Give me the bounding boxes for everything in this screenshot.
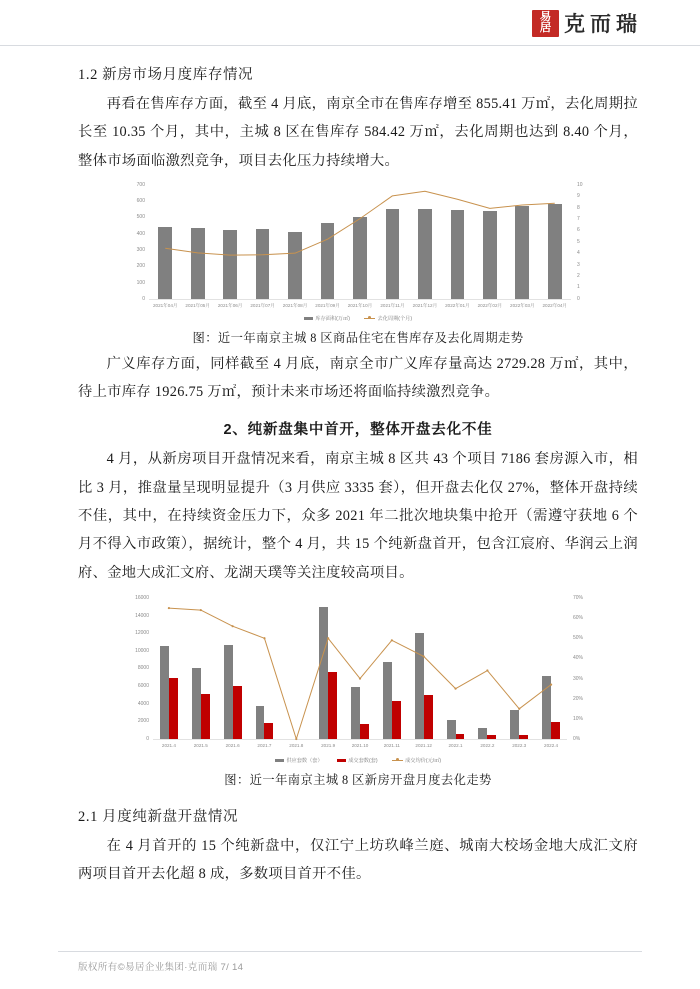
chart-legend xyxy=(119,315,597,322)
y-axis-tick-right: 7 xyxy=(577,216,580,223)
chart-line-marker xyxy=(359,677,361,679)
chart-legend xyxy=(119,757,597,764)
y-axis-tick-left: 6000 xyxy=(137,683,149,690)
chart-line-marker xyxy=(168,607,170,609)
x-axis-tick: 2021.5 xyxy=(193,742,208,748)
y-axis-tick-left: 400 xyxy=(136,230,145,237)
yiju-seal-icon xyxy=(532,10,559,37)
x-axis-tick: 2021年10月 xyxy=(347,302,373,308)
chart-plot-area xyxy=(119,593,597,755)
legend-item xyxy=(392,757,442,764)
footer-divider xyxy=(58,951,642,952)
paragraph-new-openings: 4 月，从新房项目开盘情况来看，南京主城 8 区共 43 个项目 7186 套房源入市，相比 3 月，推盘量呈现明显提升（3 月供应 3335 套），但开盘去化仅 27%，整体开盘持续不佳，其中，在持续资金压力下，众多 2021 年二批次地块集中抢开（需遵守获地 6 个月不得入市政策），据统计，整个 4 月，共 15 个纯新盘首开，包含江宸府、华润云上润府、金地大成汇文府、龙湖天璞等关注度较高项目。 xyxy=(78,451,638,581)
seal-char-2: 居 xyxy=(539,22,552,34)
y-axis-tick-left: 10000 xyxy=(135,647,149,654)
paragraph-inventory: 再看在售库存方面，截至 4 月底，南京全市在售库存增至 855.41 万㎡，去化周期拉长至 10.35 个月，其中，主城 8 区在售库存 584.42 万㎡，去化周期也达到 8.40 个月，整体市场面临激烈竞争，项目去化压力持续增大。 xyxy=(78,96,638,169)
x-axis-tick: 2021年09月 xyxy=(315,302,340,308)
x-axis-tick: 2022年01月 xyxy=(445,302,470,308)
section-title-2-1: 2.1 月度纯新盘开盘情况 xyxy=(78,808,239,825)
legend-swatch-icon xyxy=(275,759,284,762)
y-axis-tick-left: 600 xyxy=(136,198,145,205)
chart-line-layer xyxy=(119,181,597,313)
page-header xyxy=(0,0,700,46)
chart-line-marker xyxy=(232,625,234,627)
x-axis-tick: 2021.10 xyxy=(351,742,369,748)
y-axis-tick-left: 4000 xyxy=(137,700,149,707)
y-axis-tick-right: 2 xyxy=(577,273,580,280)
x-axis-tick: 2021年05月 xyxy=(185,302,210,308)
inventory-chart xyxy=(119,181,597,322)
chart-line xyxy=(165,191,555,255)
y-axis-tick-right: 4 xyxy=(577,250,580,257)
y-axis-tick-left: 0 xyxy=(142,295,145,302)
y-axis-tick-right: 1 xyxy=(577,284,580,291)
y-axis-tick-right: 0 xyxy=(577,295,580,302)
chart-plot-area xyxy=(119,181,597,313)
y-axis-tick-right: 5 xyxy=(577,238,580,245)
x-axis-tick: 2021.9 xyxy=(321,742,336,748)
x-axis-tick: 2021年12月 xyxy=(412,302,438,308)
y-axis-tick-right: 60% xyxy=(573,615,584,622)
legend-item xyxy=(304,315,350,322)
y-axis-tick-left: 8000 xyxy=(137,665,149,672)
y-axis-tick-right: 50% xyxy=(573,635,584,642)
chart-line-layer xyxy=(119,593,597,755)
legend-label: 成交均价(元/㎡) xyxy=(405,757,442,764)
y-axis-tick-left: 2000 xyxy=(137,718,149,725)
x-axis-tick: 2021.6 xyxy=(225,742,240,748)
y-axis-tick-left: 500 xyxy=(136,214,145,221)
x-axis-tick: 2022年03月 xyxy=(510,302,535,308)
chart-line-marker xyxy=(518,708,520,710)
x-axis-tick: 2021.4 xyxy=(161,742,176,748)
legend-label: 供应套数（套） xyxy=(286,757,323,764)
document-content xyxy=(0,63,700,889)
footer-copyright: 版权所有©易居企业集团·克而瑞 7/ 14 xyxy=(78,962,244,973)
y-axis-tick-right: 8 xyxy=(577,204,580,211)
x-axis-tick: 2021年11月 xyxy=(380,302,405,308)
legend-item xyxy=(275,757,323,764)
y-axis-tick-right: 40% xyxy=(573,655,584,662)
y-axis-tick-right: 70% xyxy=(573,594,584,601)
y-axis-tick-right: 30% xyxy=(573,675,584,682)
y-axis-tick-right: 20% xyxy=(573,695,584,702)
legend-swatch-icon xyxy=(304,317,313,320)
y-axis-tick-left: 200 xyxy=(136,263,145,270)
x-axis-tick: 2021年04月 xyxy=(152,302,178,308)
legend-line-icon xyxy=(364,318,375,319)
x-axis-tick: 2022.2 xyxy=(480,742,495,748)
chart-line-marker xyxy=(295,738,297,740)
seal-char-1: 易 xyxy=(539,11,552,23)
x-axis-tick: 2021.7 xyxy=(257,742,272,748)
opening-chart xyxy=(119,593,597,764)
y-axis-tick-right: 3 xyxy=(577,261,580,268)
legend-item xyxy=(337,757,378,764)
paragraph-monthly-openings: 在 4 月首开的 15 个纯新盘中，仅江宁上坊玖峰兰庭、城南大校场金地大成汇文府两项目首开去化超 8 成，多数项目首开不佳。 xyxy=(78,837,638,883)
x-axis-tick: 2021年06月 xyxy=(217,302,243,308)
header-divider xyxy=(0,45,700,46)
x-axis-tick: 2021.11 xyxy=(383,742,400,748)
y-axis-tick-left: 700 xyxy=(136,181,145,188)
y-axis-tick-right: 0% xyxy=(573,735,581,742)
y-axis-tick-right: 6 xyxy=(577,227,580,234)
section-title-2: 2、纯新盘集中首开，整体开盘去化不佳 xyxy=(223,422,493,439)
section-title-1-2: 1.2 新房市场月度库存情况 xyxy=(78,67,254,83)
x-axis-tick: 2021年08月 xyxy=(282,302,308,308)
figure-2-caption: 图：近一年南京主城 8 区新房开盘月度去化走势 xyxy=(224,772,492,787)
legend-item xyxy=(364,315,412,322)
y-axis-tick-left: 100 xyxy=(136,279,145,286)
figure-1-caption: 图：近一年南京主城 8 区商品住宅在售库存及去化周期走势 xyxy=(192,330,524,345)
x-axis-tick: 2021年07月 xyxy=(250,302,275,308)
y-axis-tick-right: 10% xyxy=(573,715,584,722)
legend-label: 去化周期(个月) xyxy=(377,315,413,322)
x-axis-tick: 2022.3 xyxy=(512,742,527,748)
chart-line-marker xyxy=(486,669,488,671)
brand-name: 克而瑞 xyxy=(564,13,642,36)
legend-label: 库存面积(万㎡) xyxy=(315,315,350,322)
chart-line-marker xyxy=(200,609,202,611)
chart-line-marker xyxy=(327,637,329,639)
y-axis-tick-left: 14000 xyxy=(135,612,149,619)
chart-line xyxy=(169,608,551,739)
chart-line-marker xyxy=(263,637,265,639)
x-axis-tick: 2021.8 xyxy=(289,742,304,748)
y-axis-tick-left: 300 xyxy=(136,247,145,254)
chart-line-marker xyxy=(423,655,425,657)
legend-line-icon xyxy=(392,760,403,761)
chart-line-marker xyxy=(454,688,456,690)
paragraph-broad-inventory: 广义库存方面，同样截至 4 月底，南京全市广义库存量高达 2729.28 万㎡，其中，待上市库存 1926.75 万㎡，预计未来市场还将面临持续激烈竞争。 xyxy=(78,355,638,401)
y-axis-tick-left: 0 xyxy=(146,735,149,742)
x-axis-tick: 2021.12 xyxy=(415,742,432,748)
y-axis-tick-left: 16000 xyxy=(135,594,149,601)
brand-logo xyxy=(532,8,642,38)
x-axis-tick: 2022年04月 xyxy=(542,302,568,308)
y-axis-tick-left: 12000 xyxy=(135,630,149,637)
chart-line-marker xyxy=(550,683,552,685)
x-axis-tick: 2022.4 xyxy=(544,742,559,748)
x-axis-tick: 2022年02月 xyxy=(477,302,503,308)
legend-swatch-icon xyxy=(337,759,346,762)
legend-label: 成交套数(套) xyxy=(348,757,378,764)
chart-line-marker xyxy=(391,639,393,641)
y-axis-tick-right: 9 xyxy=(577,193,580,200)
x-axis-tick: 2022.1 xyxy=(448,742,463,748)
page-footer xyxy=(0,943,700,989)
y-axis-tick-right: 10 xyxy=(577,181,583,188)
